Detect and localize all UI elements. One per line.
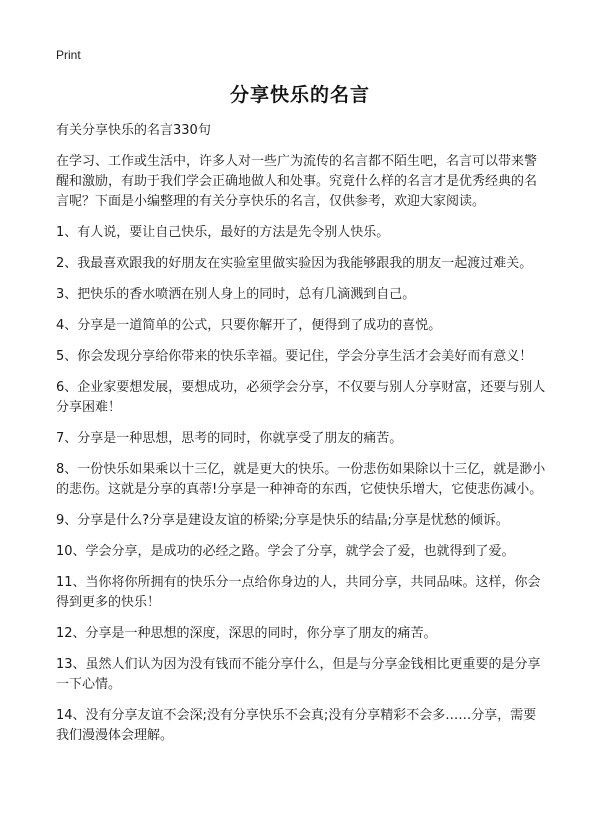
quote-item: 7、分享是一种思想，思考的同时，你就享受了朋友的痛苦。 — [56, 431, 403, 446]
intro-paragraph: 在学习、工作或生活中，许多人对一些广为流传的名言都不陌生吧，名言可以带来警醒和激励，有助于我们学会正确地做人和处事。究竟什么样的名言才是优秀经典的名言呢？下面是小编整理的有关分享快乐的名言，仅供参考，欢迎大家阅读。 — [56, 154, 538, 209]
quote-item: 2、我最喜欢跟我的好朋友在实验室里做实验因为我能够跟我的朋友一起渡过难关。 — [56, 256, 533, 271]
article-subtitle: 有关分享快乐的名言330句 — [56, 123, 211, 138]
quote-item: 8、一份快乐如果乘以十三亿，就是更大的快乐。一份悲伤如果除以十三亿，就是渺小的悲伤。这就是分享的真蒂!分享是一种神奇的东西，它使快乐增大，它使悲伤减小。 — [56, 462, 546, 497]
quote-item: 10、学会分享，是成功的必经之路。学会了分享，就学会了爱，也就得到了爱。 — [56, 544, 515, 559]
quote-item: 4、分享是一道简单的公式，只要你解开了，便得到了成功的喜悦。 — [56, 318, 442, 333]
quote-item: 12、分享是一种思想的深度，深思的同时，你分享了朋友的痛苦。 — [56, 626, 437, 641]
article-body — [56, 121, 546, 757]
quote-item: 5、你会发现分享给你带来的快乐幸福。要记住，学会分享生活才会美好而有意义！ — [56, 349, 533, 364]
quote-item: 1、有人说，要让自己快乐，最好的方法是先令别人快乐。 — [56, 225, 390, 240]
page-title: 分享快乐的名言 — [229, 84, 370, 106]
quote-item: 11、当你将你所拥有的快乐分一点给你身边的人，共同分享，共同品味。这样，你会得到更多的快乐！ — [56, 575, 541, 610]
quote-item: 9、分享是什么?分享是建设友谊的桥梁;分享是快乐的结晶;分享是忧愁的倾诉。 — [56, 513, 509, 528]
quote-item: 3、把快乐的香水喷洒在别人身上的同时，总有几滴溅到自己。 — [56, 287, 416, 302]
quote-item: 6、企业家要想发展，要想成功，必须学会分享，不仅要与别人分享财富，还要与别人分享困难！ — [56, 380, 546, 415]
quote-item: 13、虽然人们认为因为没有钱而不能分享什么，但是与分享金钱相比更重要的是分享一下心情。 — [56, 657, 541, 692]
quote-item: 14、没有分享友谊不会深;没有分享快乐不会真;没有分享精彩不会多……分享，需要我们漫漫体会理解。 — [56, 708, 537, 743]
print-link[interactable]: Print — [56, 48, 81, 62]
